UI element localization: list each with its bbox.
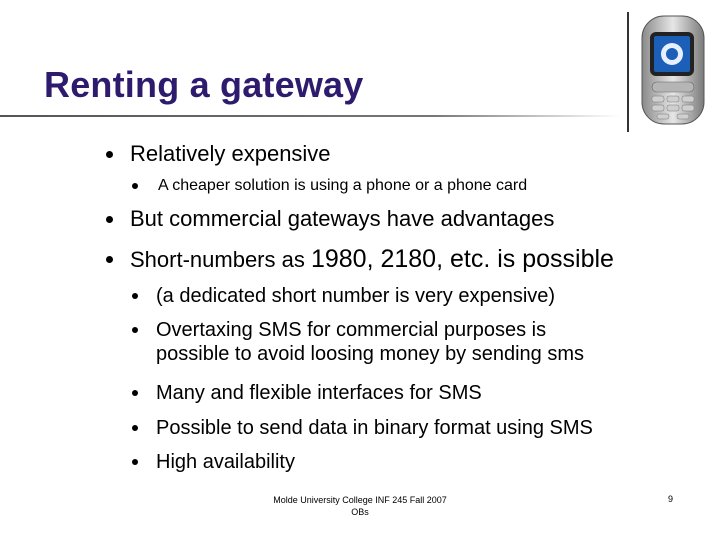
bullet-dot <box>132 425 138 431</box>
slide-title: Renting a gateway <box>44 64 364 105</box>
page-number: 9 <box>668 494 674 504</box>
mobile-phone-icon <box>638 14 708 126</box>
bullet-dot <box>132 390 138 396</box>
bullet-flexible-interfaces: Many and flexible interfaces for SMS <box>156 381 482 405</box>
title-divider <box>0 115 620 117</box>
bullet-short-numbers: Short-numbers as 1980, 2180, etc. is possible <box>130 246 614 273</box>
bullet-dot <box>106 256 113 263</box>
bullet-dot <box>132 183 138 189</box>
bullet-dot <box>132 293 138 299</box>
bullet-cheaper-solution: A cheaper solution is using a phone or a phone card <box>158 176 527 196</box>
bullet-commercial-gateways: But commercial gateways have advantages <box>130 206 554 232</box>
bullet-dedicated-short-number: (a dedicated short number is very expensive) <box>156 284 555 308</box>
vertical-divider <box>627 12 629 132</box>
slide-footer: Molde University College INF 245 Fall 2007 OBs <box>273 495 447 517</box>
bullet-relatively-expensive: Relatively expensive <box>130 141 331 167</box>
bullet-dot <box>106 216 113 223</box>
bullet-dot <box>132 327 138 333</box>
bullet-high-availability: High availability <box>156 450 295 474</box>
bullet-dot <box>106 151 113 158</box>
bullet-dot <box>132 459 138 465</box>
bullet-overtaxing-sms: Overtaxing SMS for commercial purposes is possible to avoid loosing money by sending sms <box>156 318 584 366</box>
bullet-binary-format: Possible to send data in binary format using SMS <box>156 416 593 440</box>
